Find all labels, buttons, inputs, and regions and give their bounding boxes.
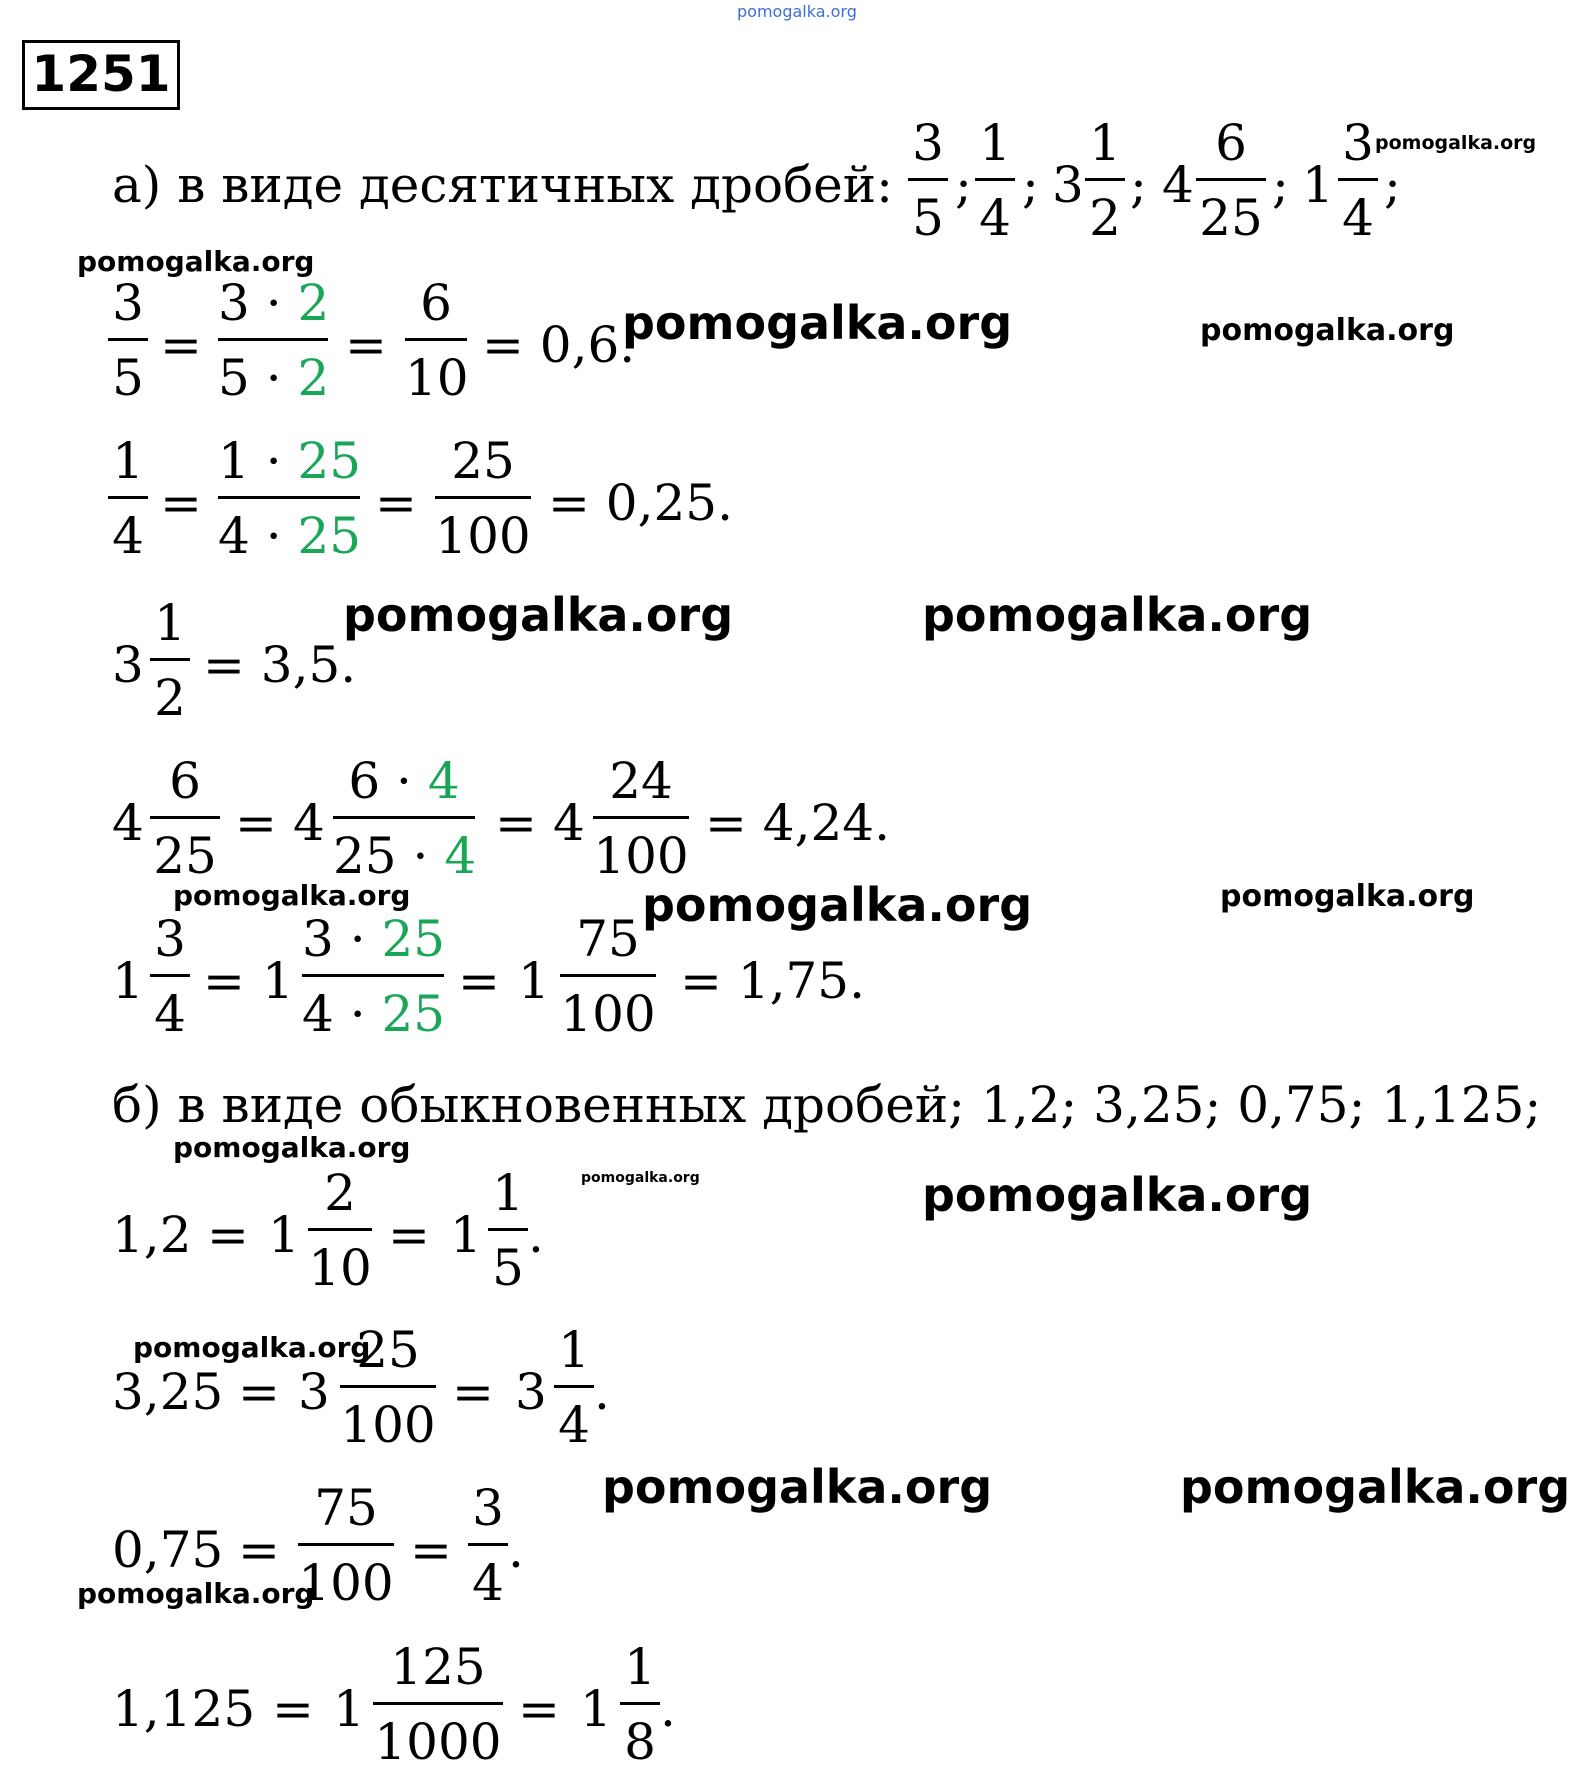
fraction-result: 25 100 bbox=[435, 432, 531, 565]
separator: ; bbox=[1130, 156, 1147, 214]
equals-sign: = bbox=[410, 1521, 452, 1579]
period: . bbox=[528, 1206, 544, 1264]
decimal-value: 3,25 bbox=[112, 1363, 224, 1421]
fraction: 3 4 bbox=[1338, 118, 1378, 243]
equals-sign: = bbox=[452, 1363, 494, 1421]
whole-part: 4 bbox=[553, 794, 585, 852]
fraction-lhs: 3 5 bbox=[108, 278, 148, 403]
part-b-heading: б) в виде обыкновенных дробей; 1,2; 3,25; 0,75; 1,125; bbox=[112, 1076, 1542, 1134]
part-a-heading: а) в виде десятичных дробей: bbox=[112, 156, 893, 214]
equals-sign: = bbox=[388, 1206, 430, 1264]
watermark: pomogalka.org bbox=[1220, 879, 1475, 914]
fraction: 1 2 bbox=[150, 598, 190, 723]
fraction: 25 100 bbox=[340, 1321, 436, 1454]
fraction-expansion: 1 · 25 4 · 25 bbox=[218, 432, 362, 565]
watermark: pomogalka.org bbox=[581, 1170, 700, 1186]
equals-sign: = bbox=[203, 952, 245, 1010]
fraction: 6 25 bbox=[150, 756, 220, 881]
fraction-expansion: 6 · 4 25 · 4 bbox=[333, 752, 477, 885]
equals-sign: = bbox=[160, 474, 202, 532]
fraction-expansion: 3 · 2 5 · 2 bbox=[218, 274, 330, 407]
fraction-result: 3 4 bbox=[468, 1483, 508, 1608]
watermark: pomogalka.org bbox=[133, 1331, 371, 1364]
whole-part: 1 bbox=[1302, 156, 1334, 214]
equals-sign: = bbox=[235, 794, 277, 852]
decimal-value: 0,75 bbox=[112, 1521, 224, 1579]
period: . bbox=[594, 1363, 610, 1421]
whole-part: 4 bbox=[1162, 156, 1194, 214]
whole-part: 1 bbox=[262, 952, 294, 1010]
watermark: pomogalka.org bbox=[173, 879, 411, 912]
watermark: pomogalka.org bbox=[922, 1168, 1313, 1222]
fraction-result: 24 100 bbox=[593, 752, 689, 885]
watermark: pomogalka.org bbox=[173, 1131, 411, 1164]
fraction-result: 75 100 bbox=[560, 910, 656, 1043]
watermark: pomogalka.org bbox=[77, 1577, 315, 1610]
site-link[interactable]: pomogalka.org bbox=[737, 2, 857, 21]
decimal-value: 1,2 bbox=[112, 1206, 192, 1264]
whole-part: 1 bbox=[268, 1206, 300, 1264]
watermark: pomogalka.org bbox=[922, 588, 1313, 642]
equals-sign: = bbox=[160, 316, 202, 374]
separator: ; bbox=[1022, 156, 1039, 214]
watermark: pomogalka.org bbox=[602, 1460, 993, 1514]
whole-part: 1 bbox=[518, 952, 550, 1010]
equals-sign: = bbox=[495, 794, 537, 852]
fraction: 1 4 bbox=[975, 118, 1015, 243]
decimal-result: = 0,25. bbox=[548, 474, 734, 532]
watermark: pomogalka.org bbox=[1200, 313, 1455, 348]
period: . bbox=[508, 1521, 524, 1579]
fraction: 3 5 bbox=[908, 118, 948, 243]
fraction-result: 1 4 bbox=[554, 1325, 594, 1450]
whole-part: 1 bbox=[450, 1206, 482, 1264]
equals-sign: = bbox=[345, 316, 387, 374]
watermark: pomogalka.org bbox=[77, 245, 315, 278]
decimal-result: = 4,24. bbox=[705, 794, 891, 852]
problem-number: 1251 bbox=[22, 40, 180, 110]
fraction-expansion: 3 · 25 4 · 25 bbox=[302, 910, 446, 1043]
separator: ; bbox=[955, 156, 972, 214]
watermark: pomogalka.org bbox=[642, 878, 1033, 932]
whole-part: 3 bbox=[112, 636, 144, 694]
whole-part: 3 bbox=[1052, 156, 1084, 214]
separator: ; bbox=[1384, 156, 1401, 214]
watermark: pomogalka.org bbox=[1375, 132, 1537, 154]
equals-sign: = bbox=[238, 1521, 280, 1579]
decimal-result: = 0,6. bbox=[482, 316, 636, 374]
fraction: 2 10 bbox=[308, 1164, 372, 1297]
equals-sign: = bbox=[238, 1363, 280, 1421]
whole-part: 3 bbox=[515, 1363, 547, 1421]
fraction: 3 4 bbox=[150, 914, 190, 1039]
watermark: pomogalka.org bbox=[1180, 1460, 1571, 1514]
whole-part: 3 bbox=[298, 1363, 330, 1421]
fraction: 6 25 bbox=[1196, 118, 1266, 243]
fraction-lhs: 1 4 bbox=[108, 436, 148, 561]
separator: ; bbox=[1272, 156, 1289, 214]
watermark: pomogalka.org bbox=[343, 588, 734, 642]
fraction: 125 1000 bbox=[374, 1638, 502, 1771]
equals-sign: = bbox=[458, 952, 500, 1010]
whole-part: 1 bbox=[112, 952, 144, 1010]
equals-sign: = bbox=[207, 1206, 249, 1264]
fraction-result: 6 10 bbox=[405, 274, 469, 407]
whole-part: 4 bbox=[293, 794, 325, 852]
whole-part: 1 bbox=[580, 1680, 612, 1738]
period: . bbox=[660, 1680, 676, 1738]
decimal-result: = 1,75. bbox=[680, 952, 866, 1010]
fraction-result: 1 5 bbox=[488, 1168, 528, 1293]
equals-sign: = bbox=[375, 474, 417, 532]
decimal-value: 1,125 bbox=[112, 1680, 256, 1738]
equals-sign: = bbox=[518, 1680, 560, 1738]
fraction: 75 100 bbox=[298, 1479, 394, 1612]
fraction-result: 1 8 bbox=[620, 1642, 660, 1767]
whole-part: 1 bbox=[333, 1680, 365, 1738]
whole-part: 4 bbox=[112, 794, 144, 852]
equals-sign: = bbox=[272, 1680, 314, 1738]
fraction: 1 2 bbox=[1085, 118, 1125, 243]
watermark: pomogalka.org bbox=[622, 296, 1013, 350]
decimal-result: = 3,5. bbox=[203, 636, 357, 694]
